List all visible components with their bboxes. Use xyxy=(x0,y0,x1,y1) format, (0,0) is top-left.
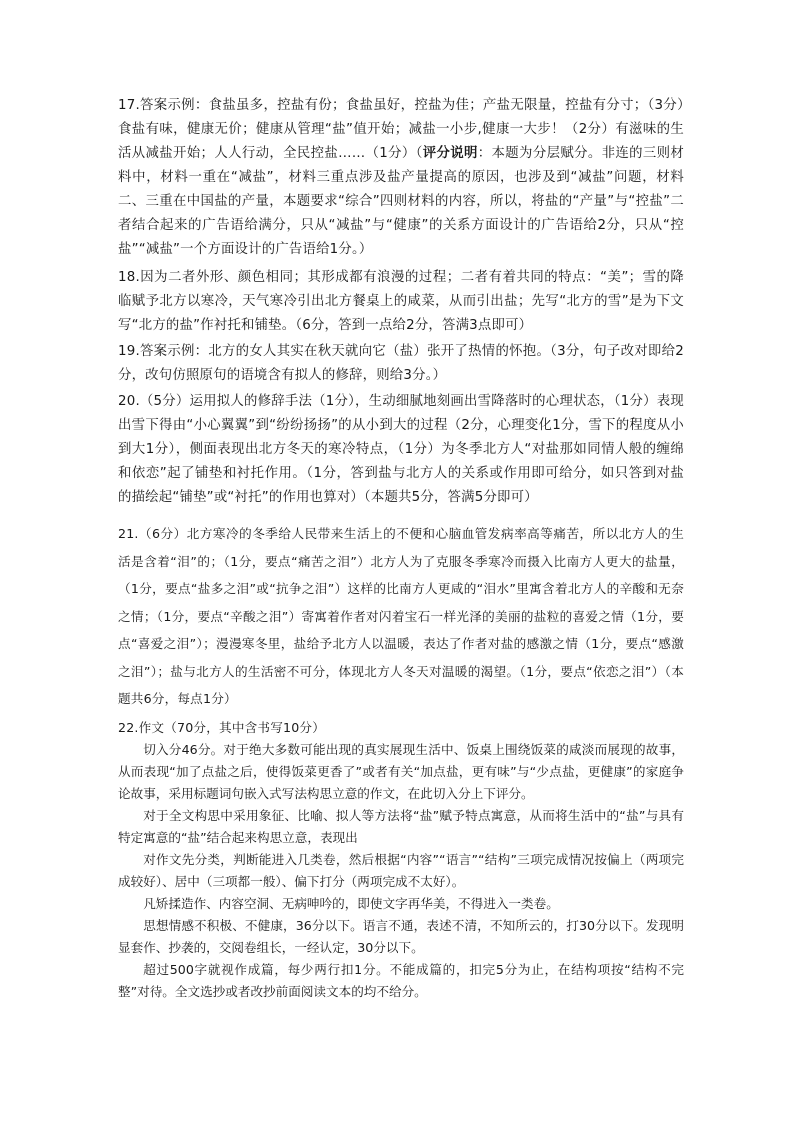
answer-22 xyxy=(118,717,684,1003)
answer-18: 18.因为二者外形、颜色相同；其形成都有浪漫的过程；二者有着共同的特点：“美”；雪的降临赋予北方以寒冷，天气寒冷引出北方餐桌上的咸菜，从而引出盐；先写“北方的雪”是为下文写“北方的盐”作衬托和铺垫。（6分，答到一点给2分，答满3点即可） xyxy=(118,270,684,333)
answer-22-title: 22.作文（70分，其中含书写10分） xyxy=(118,719,326,735)
answer-17 xyxy=(118,94,684,262)
answer-22-para-2: 对于全文构思中采用象征、比喻、拟人等方法将“盐”赋予特点寓意，从而将生活中的“盐”与具有特定寓意的“盐”结合起来构思立意，表现出 xyxy=(118,807,684,845)
answer-22-para-3: 对作文先分类，判断能进入几类卷，然后根据“内容”“语言”“结构”三项完成情况按偏上（两项完成较好）、居中（三项都一般）、偏下打分（两项完成不太好）。 xyxy=(118,851,684,889)
answer-22-para-6: 超过500字就视作成篇，每少两行扣1分。不能成篇的，扣完5分为止，在结构项按“结构不完整”对待。全文选抄或者改抄前面阅读文本的均不给分。 xyxy=(118,961,684,999)
answer-20: 20.（5分）运用拟人的修辞手法（1分），生动细腻地刻画出雪降落时的心理状态，（1分）表现出雪下得由“小心翼翼”到“纷纷扬扬”的从小到大的过程（2分，心理变化1分，雪下的程度从小到大1分），侧面表现出北方冬天的寒冷特点，（1分）为冬季北方人“对盐那如同情人般的缠绵和依恋”起了铺垫和衬托作用。（1分，答到盐与北方人的关系或作用即可给分，如只答到对盐的描绘起“铺垫”或“衬托”的作用也算对）（本题共5分，答满5分即可） xyxy=(118,394,684,505)
answer-22-para-1: 切入分46分。对于绝大多数可能出现的真实展现生活中、饭桌上围绕饭菜的咸淡而展现的故事，从而表现“加了点盐之后，使得饭菜更香了”或者有关“加点盐，更有味”与“少点盐，更健康”的家庭争论故事，采用标题词句嵌入式写法构思立意的作文，在此切入分上下评分。 xyxy=(118,741,684,801)
answer-22-para-5: 思想情感不积极、不健康，36分以下。语言不通，表述不清，不知所云的，打30分以下。发现明显套作、抄袭的，交阅卷组长，一经认定，30分以下。 xyxy=(118,917,684,955)
answer-21: 21.（6分）北方寒冷的冬季给人民带来生活上的不便和心脑血管发病率高等痛苦，所以北方人的生活是含着“泪”的；（1分，要点“痛苦之泪”）北方人为了克服冬季寒冷而摄入比南方人更大的盐量，（1分，要点“盐多之泪”或“抗争之泪”）这样的比南方人更咸的“泪水”里寓含着北方人的辛酸和无奈之情；（1分，要点“辛酸之泪”）寄寓着作者对闪着宝石一样光泽的美丽的盐粒的喜爱之情（1分，要点“喜爱之泪”）；漫漫寒冬里，盐给予北方人以温暖，表达了作者对盐的感激之情（1分，要点“感激之泪”）；盐与北方人的生活密不可分，体现北方人冬天对温暖的渴望。（1分，要点“依恋之泪”）（本题共6分，每点1分） xyxy=(118,526,684,706)
answer-19: 19.答案示例：北方的女人其实在秋天就向它（盐）张开了热情的怀抱。（3分，句子改对即给2分，改句仿照原句的语境含有拟人的修辞，则给3分。） xyxy=(118,344,684,383)
answer-17-text-a: 17.答案示例：食盐虽多，控盐有份；食盐虽好，控盐为佳；产盐无限量，控盐有分寸；（3分）食盐有味，健康无价；健康从管理“盐”值开始；减盐一小步,健康一大步！（2分）有滋味的生活从减盐开始；人人行动，全民控盐……（1分）（ xyxy=(118,98,684,161)
answer-17-text-b: ：本题为分层赋分。非连的三则材料中，材料一重在“减盐”，材料三重点涉及盐产量提高的原因，也涉及到“减盐”问题，材料二、三重在中国盐的产量，本题要求“综合”四则材料的内容，所以，将盐的“产量”与“控盐”二者结合起来的广告语给满分，只从“减盐”与“健康”的关系方面设计的广告语给2分，只从“控盐”“减盐”一个方面设计的广告语给1分。） xyxy=(118,146,685,257)
answer-22-para-4: 凡矫揉造作、内容空洞、无病呻吟的，即使文字再华美，不得进入一类卷。 xyxy=(143,895,559,911)
answer-key-page xyxy=(118,94,684,1003)
scoring-note-label: 评分说明 xyxy=(422,146,478,161)
